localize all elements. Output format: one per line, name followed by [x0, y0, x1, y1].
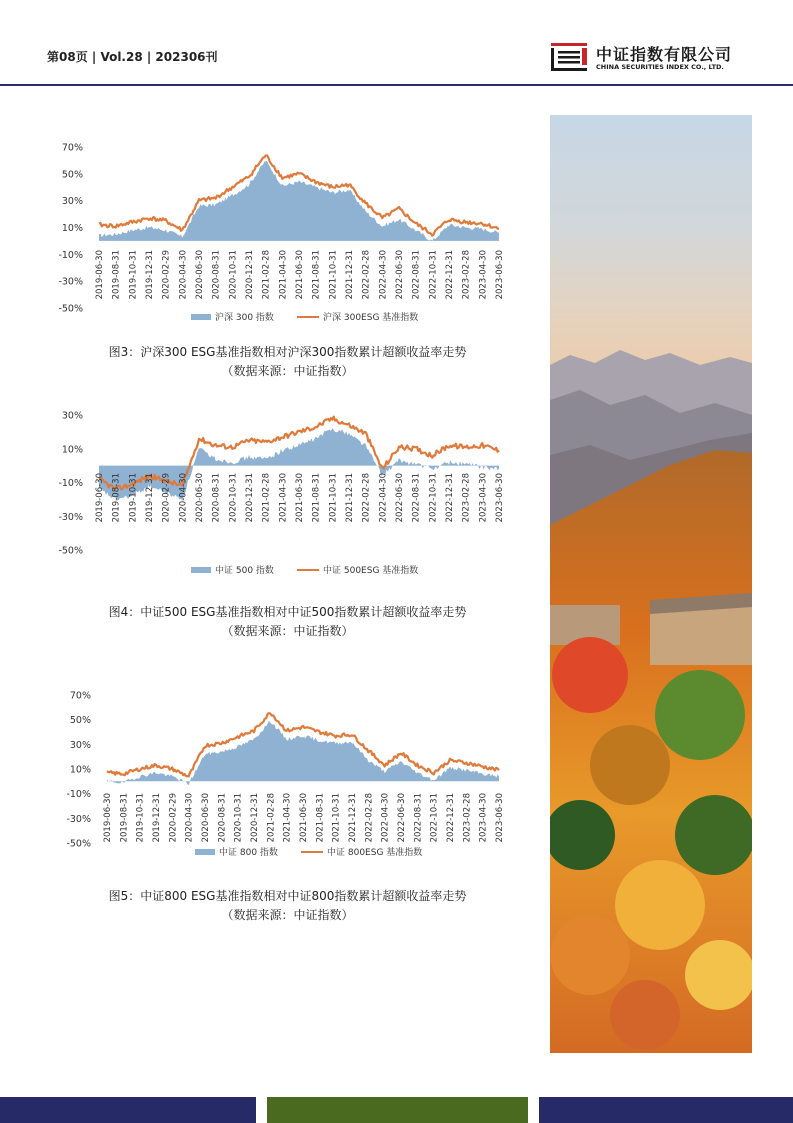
caption-title: 图4：中证500 ESG基准指数相对中证500指数累计超额收益率走势 [108, 605, 467, 619]
x-tick-label: 2019-08-31 [111, 473, 122, 523]
legend-label: 中证 500ESG 基准指数 [323, 566, 419, 576]
x-tick-label: 2023-02-28 [462, 793, 473, 843]
footer-bar-center [267, 1097, 528, 1123]
y-tick-label: -10% [58, 249, 83, 261]
x-tick-label: 2022-06-30 [397, 793, 407, 843]
y-tick-label: 10% [61, 223, 83, 234]
footer-bar-left [0, 1097, 256, 1123]
x-tick-label: 2020-04-30 [184, 793, 195, 843]
caption-source: （数据来源：中证指数） [221, 624, 354, 638]
x-tick-label: 2020-06-30 [201, 793, 211, 843]
x-tick-label: 2022-04-30 [378, 473, 389, 523]
y-tick-label: 70% [69, 690, 91, 702]
x-tick-label: 2021-12-31 [345, 473, 355, 523]
x-tick-label: 2023-02-28 [461, 250, 472, 300]
x-tick-label: 2020-08-31 [211, 473, 222, 523]
legend-swatch-area [195, 849, 215, 855]
x-tick-label: 2022-12-31 [446, 793, 456, 843]
x-tick-label: 2023-06-30 [495, 473, 505, 523]
x-tick-label: 2020-04-30 [178, 250, 189, 300]
landscape-illustration [550, 115, 752, 1053]
y-tick-label: 50% [61, 169, 83, 181]
x-tick-label: 2022-06-30 [395, 473, 405, 523]
x-tick-label: 2023-04-30 [478, 473, 489, 523]
x-tick-label: 2019-08-31 [119, 793, 130, 843]
y-tick-label: -10% [58, 478, 83, 489]
x-tick-label: 2021-08-31 [315, 793, 326, 843]
header-divider [0, 84, 793, 86]
x-tick-label: 2023-06-30 [495, 793, 505, 843]
logo-chinese-name: 中证指数有限公司 [596, 45, 733, 64]
y-tick-label: 10% [61, 444, 83, 456]
x-tick-label: 2022-08-31 [411, 473, 422, 523]
great-wall-autumn-photo [550, 115, 752, 1053]
caption-source: （数据来源：中证指数） [221, 908, 354, 922]
chart-fig5 [55, 685, 515, 865]
x-tick-label: 2020-08-31 [217, 793, 228, 843]
x-tick-label: 2019-06-30 [95, 250, 105, 300]
x-tick-label: 2021-02-28 [261, 250, 272, 300]
legend-label: 中证 500 指数 [215, 566, 274, 576]
x-tick-label: 2020-12-31 [250, 793, 260, 843]
x-tick-label: 2021-08-31 [311, 250, 322, 300]
y-tick-label: -50% [66, 838, 91, 850]
x-tick-label: 2021-10-31 [328, 250, 339, 300]
legend-swatch-area [191, 314, 211, 320]
figure-caption [40, 887, 535, 925]
legend-label: 沪深 300 指数 [215, 313, 274, 323]
y-tick-label: -30% [58, 276, 83, 288]
y-tick-label: 50% [69, 715, 91, 727]
figure-caption [40, 603, 535, 641]
x-tick-label: 2021-12-31 [345, 250, 355, 300]
caption-source: （数据来源：中证指数） [221, 364, 354, 378]
x-tick-label: 2022-08-31 [411, 250, 422, 300]
x-tick-label: 2020-06-30 [195, 473, 205, 523]
legend-label: 中证 800ESG 基准指数 [327, 848, 423, 858]
x-tick-label: 2021-04-30 [278, 473, 289, 523]
caption-title: 图3：沪深300 ESG基准指数相对沪深300指数累计超额收益率走势 [108, 345, 467, 359]
x-tick-label: 2020-12-31 [245, 473, 255, 523]
x-tick-label: 2021-06-30 [295, 473, 305, 523]
x-tick-label: 2022-04-30 [378, 250, 389, 300]
x-tick-label: 2021-10-31 [328, 473, 339, 523]
x-tick-label: 2021-04-30 [282, 793, 293, 843]
x-tick-label: 2019-12-31 [145, 473, 155, 523]
x-tick-label: 2022-12-31 [445, 250, 455, 300]
logo-english-name: CHINA SECURITIES INDEX CO., LTD. [596, 63, 724, 71]
x-tick-label: 2023-02-28 [461, 473, 472, 523]
x-tick-label: 2020-10-31 [228, 250, 239, 300]
logo-mark-icon [549, 40, 589, 74]
x-tick-label: 2023-04-30 [478, 793, 489, 843]
series-area [107, 721, 499, 786]
y-tick-label: 30% [61, 196, 83, 208]
x-tick-label: 2020-04-30 [178, 473, 189, 523]
x-tick-label: 2021-10-31 [331, 793, 342, 843]
legend-label: 沪深 300ESG 基准指数 [323, 313, 419, 323]
chart-fig4 [55, 405, 515, 585]
x-tick-label: 2021-04-30 [278, 249, 289, 300]
y-tick-label: -10% [66, 789, 91, 801]
x-tick-label: 2022-10-31 [428, 250, 439, 300]
y-tick-label: 70% [61, 142, 83, 154]
x-tick-label: 2019-10-31 [128, 250, 139, 300]
company-logo [549, 40, 754, 74]
x-tick-label: 2020-10-31 [233, 793, 244, 843]
x-tick-label: 2019-06-30 [103, 793, 113, 843]
x-tick-label: 2020-08-31 [211, 250, 222, 300]
x-tick-label: 2019-12-31 [152, 793, 162, 843]
x-tick-label: 2022-06-30 [395, 250, 405, 300]
x-tick-label: 2022-10-31 [429, 793, 440, 843]
figure-caption [40, 343, 535, 381]
chart-fig4-svg [55, 405, 515, 585]
y-tick-label: 30% [61, 410, 83, 422]
x-tick-label: 2019-06-30 [95, 473, 105, 523]
x-tick-label: 2020-02-29 [168, 793, 179, 843]
x-tick-label: 2021-06-30 [295, 250, 305, 300]
y-tick-label: -30% [58, 511, 83, 523]
x-tick-label: 2019-10-31 [135, 793, 146, 843]
caption-title: 图5：中证800 ESG基准指数相对中证800指数累计超额收益率走势 [108, 889, 467, 903]
y-tick-label: -50% [58, 545, 83, 557]
x-tick-label: 2022-04-30 [380, 793, 391, 843]
x-tick-label: 2022-10-31 [428, 473, 439, 523]
x-tick-label: 2019-08-31 [111, 250, 122, 300]
x-tick-label: 2021-02-28 [266, 793, 277, 843]
issue-label: 第08页 | Vol.28 | 202306刊 [47, 50, 218, 64]
footer-bar-right [539, 1097, 793, 1123]
x-tick-label: 2021-12-31 [348, 793, 358, 843]
y-tick-label: 10% [69, 764, 91, 776]
legend-swatch-area [191, 567, 211, 573]
x-tick-label: 2020-06-30 [195, 250, 205, 300]
x-tick-label: 2019-12-31 [145, 250, 155, 300]
y-tick-label: 30% [69, 739, 91, 751]
x-tick-label: 2021-02-28 [261, 473, 272, 523]
chart-fig3 [55, 135, 515, 335]
chart-fig3-svg [55, 135, 515, 335]
x-tick-label: 2022-02-28 [361, 250, 372, 300]
y-tick-label: -50% [58, 303, 83, 315]
x-tick-label: 2020-02-29 [161, 250, 172, 300]
chart-fig5-svg [55, 685, 515, 865]
x-tick-label: 2022-02-28 [364, 793, 375, 843]
legend-label: 中证 800 指数 [219, 848, 278, 858]
x-tick-label: 2022-12-31 [445, 473, 455, 523]
x-tick-label: 2020-02-29 [161, 473, 172, 523]
x-tick-label: 2023-06-30 [495, 250, 505, 300]
x-tick-label: 2021-06-30 [299, 793, 309, 843]
x-tick-label: 2022-02-28 [361, 473, 372, 523]
x-tick-label: 2019-10-31 [128, 473, 139, 523]
x-tick-label: 2020-12-31 [245, 250, 255, 300]
x-tick-label: 2022-08-31 [413, 793, 424, 843]
x-tick-label: 2021-08-31 [311, 473, 322, 523]
x-tick-label: 2023-04-30 [478, 250, 489, 300]
y-tick-label: -30% [66, 813, 91, 825]
x-tick-label: 2020-10-31 [228, 473, 239, 523]
